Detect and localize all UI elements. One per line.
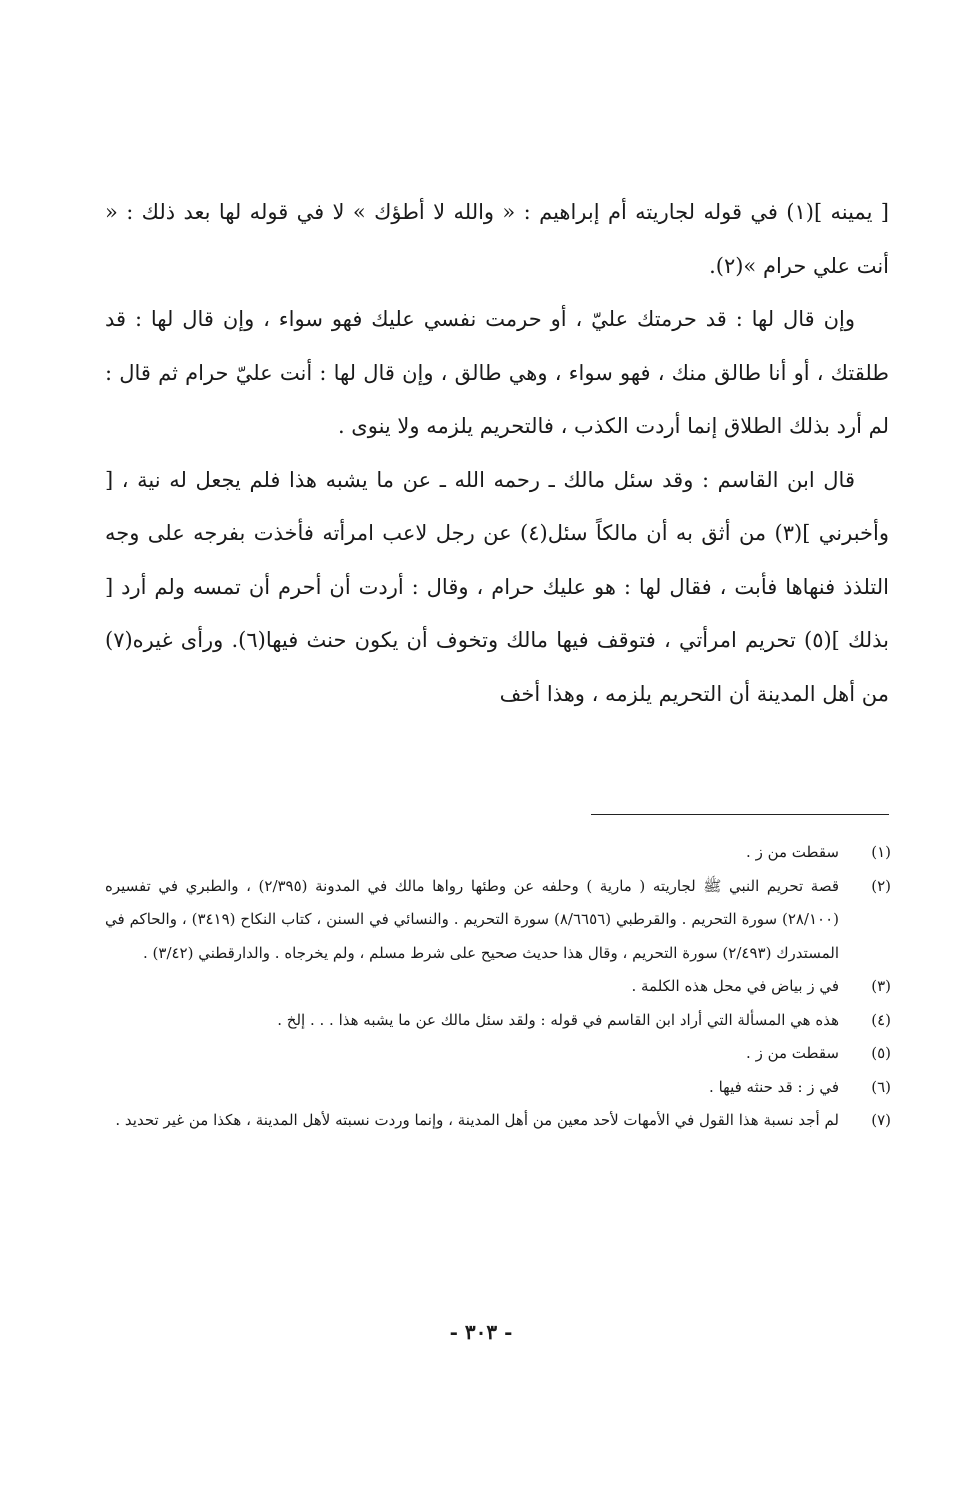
footnote-number: (٣) [871, 977, 891, 995]
footnote-text: سقطت من ز . [746, 843, 839, 861]
footnote-text: في ز : قد حنثه فيها . [709, 1077, 839, 1096]
footnote [105, 1104, 891, 1138]
paragraph: وإن قال لها : قد حرمتك عليّ ، أو حرمت نفسي عليك فهو سواء ، وإن قال لها : قد طلقتك ، أو أنا طالق منك ، فهو سواء ، وهي طالق ، وإن قال لها : أنت عليّ حرام ثم قال : لم أرد بذلك الطلاق إنما أردت الكذب ، فالتحريم يلزمه ولا ينوى . [105, 307, 889, 438]
footnote [105, 870, 891, 971]
footnote-text: لم أجد نسبة هذا القول في الأمهات لأحد معين من أهل المدينة ، وإنما وردت نسبته لأهل المدينة ، هكذا من غير تحديد . [115, 1111, 839, 1129]
footnote [105, 1071, 891, 1105]
footnote-divider [591, 814, 889, 815]
page-number: - ٣٠٣ - [449, 1320, 513, 1344]
footnote-number: (١) [871, 843, 891, 861]
footnote-number: (٦) [871, 1077, 891, 1096]
paragraph: [ يمينه ](١) في قوله لجاريته أم إبراهيم : « والله لا أطؤك » لا في قوله لها بعد ذلك : « أنت علي حرام »(٢). [105, 200, 889, 278]
paragraph: قال ابن القاسم : وقد سئل مالك ـ رحمه الله ـ عن ما يشبه هذا فلم يجعل له نية ، [ وأخبرني ](٣) من أثق به أن مالكاً سئل(٤) عن رجل لاعب امرأته فأخذت بفرجه على وجه التلذذ فنهاها فأبت ، فقال لها : هو عليك حرام ، وقال : أردت أن أحرم أن تمسه ولم أرد [ بذلك ](٥) تحريم امرأتي ، فتوقف فيها مالك وتخوف أن يكون حنث فيها(٦). ورأى غيره(٧) من أهل المدينة أن التحريم يلزمه ، وهذا أخف [105, 467, 889, 706]
footnote-number: (٧) [871, 1111, 891, 1129]
footnote [105, 1037, 891, 1071]
footnote-number: (٢) [871, 876, 891, 895]
footnote [105, 970, 891, 1004]
footnotes [105, 836, 891, 1138]
footnote-text: سقطت من ز . [746, 1044, 839, 1062]
main-text [105, 186, 889, 721]
footnote-text: قصة تحريم النبي ﷺ لجاريته ( مارية ) وحلفه عن وطئها رواها مالك في المدونة (٢/٣٩٥) ، والطبري في تفسيره (٢٨/١٠٠) سورة التحريم . والقرطبي (٨/٦٦٥٦) سورة التحريم . والنسائي في السنن ، كتاب النكاح (٣٤١٩) ، والحاكم في المستدرك (٢/٤٩٣) سورة التحريم ، وقال هذا حديث صحيح على شرط مسلم ، ولم يخرجاه . والدارقطني (٣/٤٢) . [105, 876, 840, 962]
footnote-number: (٤) [871, 1010, 891, 1029]
footnote-text: هذه هي المسألة التي أراد ابن القاسم في قوله : ولقد سئل مالك عن ما يشبه هذا . . . إلخ . [277, 1010, 839, 1029]
footnote [105, 1004, 891, 1038]
footnote-text: في ز بياض في محل هذه الكلمة . [631, 977, 839, 995]
footnote [105, 836, 891, 870]
footnote-number: (٥) [871, 1044, 891, 1062]
